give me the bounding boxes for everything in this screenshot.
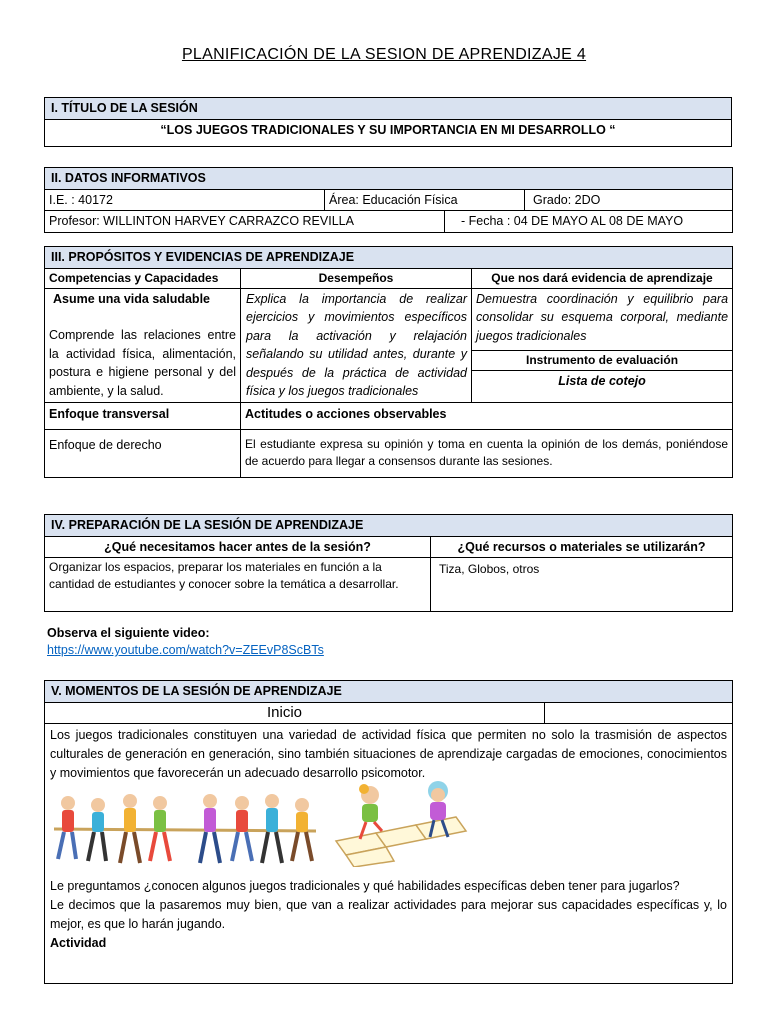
recursos-header: ¿Qué recursos o materiales se utilizarán? — [431, 536, 733, 558]
tug-of-war-illustration — [50, 789, 320, 871]
instrumento-cell — [472, 350, 733, 402]
hopscotch-illustration — [326, 781, 506, 867]
antes: Organizar los espacios, preparar los materiales en función a la cantidad de estudiantes y conocer sobre la temática a desarrollar. — [45, 558, 431, 612]
enfoque-header: Enfoque transversal — [45, 402, 241, 429]
page-title: PLANIFICACIÓN DE LA SESION DE APRENDIZAJE 4 — [181, 46, 587, 63]
inicio-label: Inicio — [45, 702, 545, 723]
actividad-label: Actividad — [50, 935, 107, 950]
antes-header: ¿Qué necesitamos hacer antes de la sesión? — [45, 536, 431, 558]
enfoque: Enfoque de derecho — [45, 429, 241, 477]
section-header: III. PROPÓSITOS Y EVIDENCIAS DE APRENDIZAJE — [45, 247, 733, 269]
competencias-header: Competencias y Capacidades — [45, 268, 241, 288]
actitud: El estudiante expresa su opinión y toma en cuenta la opinión de los demás, poniéndose de acuerdo para llegar a consensos durante las sesiones. — [241, 429, 733, 477]
illustration-row — [50, 789, 727, 877]
profesor-field: Profesor: WILLINTON HARVEY CARRAZCO REVILLA — [45, 211, 445, 233]
evidencia-header: Que nos dará evidencia de aprendizaje — [472, 268, 733, 288]
actitudes-header: Actitudes o acciones observables — [241, 402, 733, 429]
desempeno: Explica la importancia de realizar ejercicios y movimientos específicos para la activación y relajación señalando su utilidad antes, durante y después de la práctica de actividad física y los juegos tradicionales — [241, 288, 472, 402]
observa-label: Observa el siguiente video: — [47, 626, 210, 640]
grado-field: Grado: 2DO — [525, 189, 733, 211]
inicio-empty-cell — [545, 702, 733, 723]
parrafo-1: Los juegos tradicionales constituyen una variedad de actividad física que permiten no solo la trasmisión de aspectos culturales de generación en generación, sino también situaciones de aprendizaje cargadas de emociones, conocimientos y movimientos que favorecerán un adecuado desarrollo psicomotor. — [50, 727, 728, 780]
section-header: V. MOMENTOS DE LA SESIÓN DE APRENDIZAJE — [45, 681, 733, 703]
competencia: Asume una vida saludable — [53, 291, 210, 306]
capacidad: Comprende las relaciones entre la actividad física, alimentación, postura e higiene personal y del ambiente, y la salud. — [49, 328, 236, 398]
section-header: IV. PREPARACIÓN DE LA SESIÓN DE APRENDIZAJE — [45, 515, 733, 537]
ie-field: I.E. : 40172 — [45, 189, 325, 211]
section-momentos — [44, 680, 733, 984]
section-propositos — [44, 246, 733, 478]
desempenos-header: Desempeños — [241, 268, 472, 288]
session-title: “LOS JUEGOS TRADICIONALES Y SU IMPORTANCIA EN MI DESARROLLO “ — [45, 119, 732, 146]
instrumento: Lista de cotejo — [558, 373, 646, 388]
momentos-body — [45, 723, 733, 983]
parrafo-3: Le decimos que la pasaremos muy bien, que van a realizar actividades para mejorar sus capacidades específicas y, lo mejor, es que lo harán jugando. — [50, 897, 728, 931]
section-header: II. DATOS INFORMATIVOS — [45, 168, 733, 190]
parrafo-2: Le preguntamos ¿conocen algunos juegos tradicionales y qué habilidades específicas deben tener para jugarlos? — [50, 878, 680, 893]
section-preparacion — [44, 514, 733, 612]
fecha-field: - Fecha : 04 DE MAYO AL 08 DE MAYO — [445, 211, 733, 233]
recursos: Tiza, Globos, otros — [431, 558, 733, 612]
video-link[interactable]: https://www.youtube.com/watch?v=ZEEvP8ScBTs — [47, 643, 324, 657]
kid-figure — [58, 796, 76, 859]
area-field: Área: Educación Física — [325, 189, 525, 211]
instrumento-header: Instrumento de evaluación — [472, 351, 732, 371]
section-header: I. TÍTULO DE LA SESIÓN — [45, 98, 732, 120]
competencia-cell — [45, 288, 241, 402]
section-titulo — [44, 97, 732, 147]
section-datos — [44, 167, 733, 233]
evidencia: Demuestra coordinación y equilibrio para consolidar su esquema corporal, mediante juegos tradicionales — [472, 288, 733, 350]
